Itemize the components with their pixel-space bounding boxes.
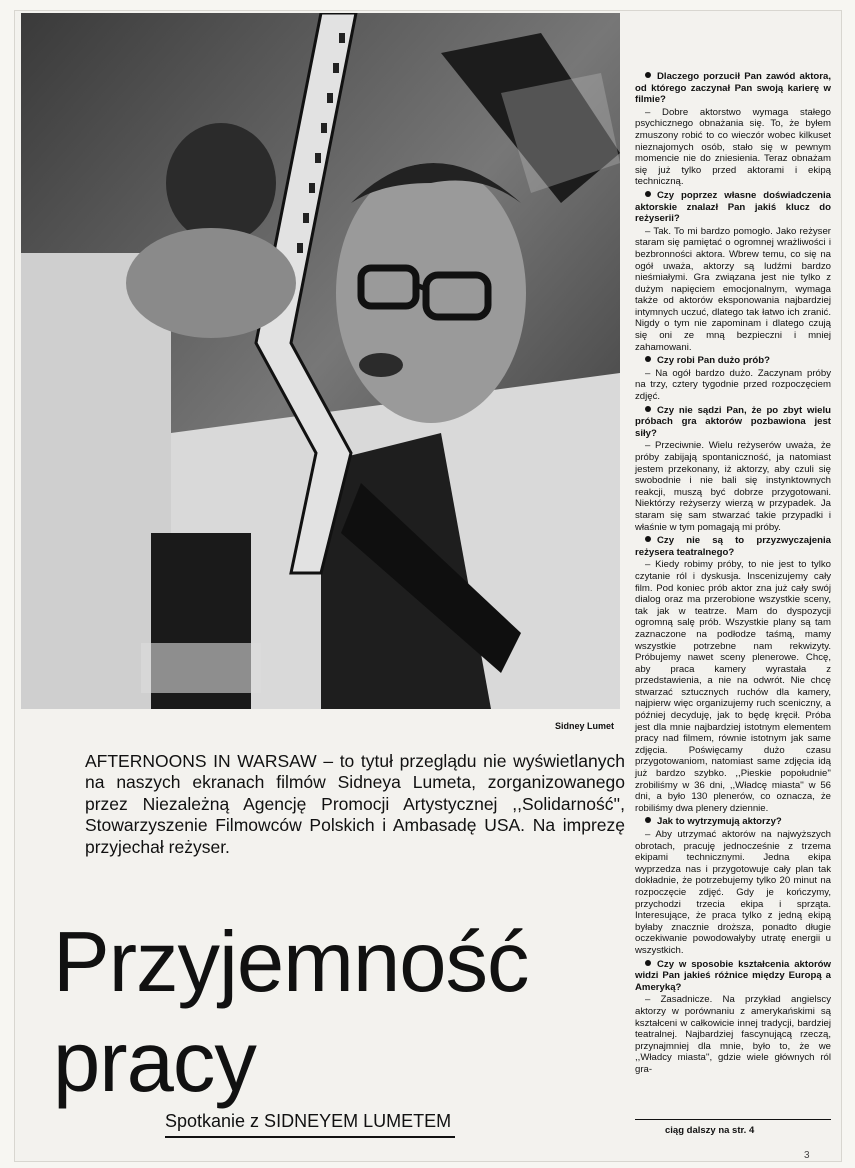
question-text: Czy nie sądzi Pan, że po zbyt wielu próbach gra aktorów pozbawiona jest siły? bbox=[635, 404, 831, 439]
interview-answer: – Dobre aktorstwo wymaga stałego psychicznego obnażania się. To, że byłem zmuszony robić to co wieczór wobec kilkuset nieznajomych osób, stało się w pewnym momencie nie do zniesienia. Teraz obnażam się już tylko przed aktorami i ekipą techniczną. bbox=[635, 106, 831, 188]
sidney-lumet-photo bbox=[21, 13, 620, 709]
question-text: Dlaczego porzucił Pan zawód aktora, od którego zaczynał Pan swoją karierę w filmie? bbox=[635, 71, 831, 106]
interview-question bbox=[635, 190, 831, 225]
interview-question bbox=[635, 816, 831, 828]
interview-answer: – Kiedy robimy próby, to nie jest to tylko czytanie ról i dyskusja. Inscenizujemy cały film. Pod koniec prób aktor zna już cały swój dialog oraz ma przerobione wszystkie sceny, tak jak w teatrze. Mam do dyspozycji ogromną salę prób. Wszystkie plany są tam zaznaczone na podłodze taśmą, mamy wszystkie potrzebne nam rekwizyty. Próbujemy nawet sceny plenerowe. Chcę, aby praca kamery wyrastała z przedstawienia, a nie na odwrót. Nie chcę stwarzać sztucznych ruchów dla kamery, najpierw więc organizujemy ruch sceniczny, a później decyduję, jak to będę kręcił. Próba jest dla mnie najbardziej istotnym elementem pracy nad filmem, równie istotnym jak same zdjęcia. Poświęcamy dużo czasu przygotowaniom, natomiast same zdjęcia idą już bardzo szybko. ,,Pieskie popołudnie'' zrobiliśmy w 36 dni, ,,Władcę miasta'' w 56 dni, a było 130 plenerów, co oznacza, że robiliśmy dwa plenery dziennie. bbox=[635, 559, 831, 814]
question-text: Jak to wytrzymują aktorzy? bbox=[657, 816, 782, 828]
divider bbox=[635, 1119, 831, 1120]
interview-question bbox=[635, 355, 831, 367]
question-text: Czy poprzez własne doświadczenia aktorskie znalazł Pan jakiś klucz do reżyserii? bbox=[635, 189, 831, 225]
photo-caption: Sidney Lumet bbox=[555, 721, 615, 731]
question-text: Czy w sposobie kształcenia aktorów widzi Pan jakieś różnice między Europą a Ameryką? bbox=[635, 958, 831, 993]
question-text: Czy nie są to przyzwyczajenia reżysera teatralnego? bbox=[635, 535, 831, 558]
bullet-icon bbox=[645, 191, 651, 197]
interview-question bbox=[635, 959, 831, 994]
interview-answer: – Zasadnicze. Na przykład angielscy aktorzy w porównaniu z amerykańskimi są kształceni w całkowicie innej tradycji, bardziej teatralnej. Najbardziej fascynującą rzeczą, przynajmniej dla mnie, było to, że we ,,Władcy miasta'', gdzie wiele głównych ról gra- bbox=[635, 994, 831, 1075]
interview-question bbox=[635, 535, 831, 558]
bullet-icon bbox=[645, 72, 651, 78]
interview-answer: – Aby utrzymać aktorów na najwyższych obrotach, pracuję jednocześnie z trzema ekipami technicznymi. Jedna ekipa wyprzedza nas i przygotowuje cały plan tak dokładnie, że potrzebujemy tylko 20 minut na rozpoczęcie zdjęć. Gdy je kończymy, przychodzi trzecia ekipa i sprząta. Interesujące, że praca tylko z jedną ekipą byłaby znacznie droższa, ponadto długie oczekiwanie powodowałyby utratę energii u wszystkich. bbox=[635, 829, 831, 956]
article-title bbox=[53, 914, 633, 1110]
bullet-icon bbox=[645, 536, 651, 542]
interview-question bbox=[635, 405, 831, 440]
article-subtitle: Spotkanie z SIDNEYEM LUMETEM bbox=[165, 1111, 455, 1138]
continued-note: ciąg dalszy na str. 4 bbox=[665, 1125, 755, 1136]
lead-paragraph: AFTERNOONS IN WARSAW – to tytuł przeglądu nie wyświetlanych na naszych ekranach filmów Sidneya Lumeta, zorganizowanego przez Niezależną Agencję Promocji Artystycznej ,,Solidarność'', Stowarzyszenie Filmowców Polskich i Ambasadę USA. Na imprezę przyjechał reżyser. bbox=[85, 750, 625, 857]
interview-column bbox=[635, 71, 831, 1077]
interview-question bbox=[635, 71, 831, 106]
bullet-icon bbox=[645, 356, 651, 362]
interview-answer: – Przeciwnie. Wielu reżyserów uważa, że próby zabijają spontaniczność, ja natomiast jestem przekonany, iż aktorzy, aby czuli się swobodnie i nie bali się instynktownych reakcji, muszą być dobrze przygotowani. Niektórzy reżyserzy wierzą w przypadek. Ja staram się sam stwarzać takie przypadki i właśnie w tym pomagają mi próby. bbox=[635, 440, 831, 533]
interview-answer: – Na ogół bardzo dużo. Zaczynam próby na trzy, cztery tygodnie przed rozpoczęciem zdjęć. bbox=[635, 367, 831, 403]
bullet-icon bbox=[645, 406, 651, 412]
bullet-icon bbox=[645, 960, 651, 966]
page-number: 3 bbox=[804, 1150, 810, 1161]
photo-illustration bbox=[21, 13, 620, 709]
title-line-2: pracy bbox=[53, 1014, 256, 1110]
interview-answer: – Tak. To mi bardzo pomogło. Jako reżyser staram się pamiętać o ogromnej wrażliwości i bezbronności aktora. Wbrew temu, co się na ogół uważa, aktorzy są ludźmi bardzo nieśmiałymi. Gra związana jest nie tylko z dużym napięciem emocjonalnym, wymaga także od aktorów eksponowania najbardziej intymnych uczuć, dlatego tak łatwo ich zranić. Nigdy o tym nie zapominam i dlatego czują się oni ze mną bezpieczni i mniej zahamowani. bbox=[635, 225, 831, 353]
magazine-page bbox=[14, 10, 842, 1162]
title-line-1: Przyjemność bbox=[53, 914, 529, 1010]
bullet-icon bbox=[645, 817, 651, 823]
question-text: Czy robi Pan dużo prób? bbox=[657, 355, 770, 367]
